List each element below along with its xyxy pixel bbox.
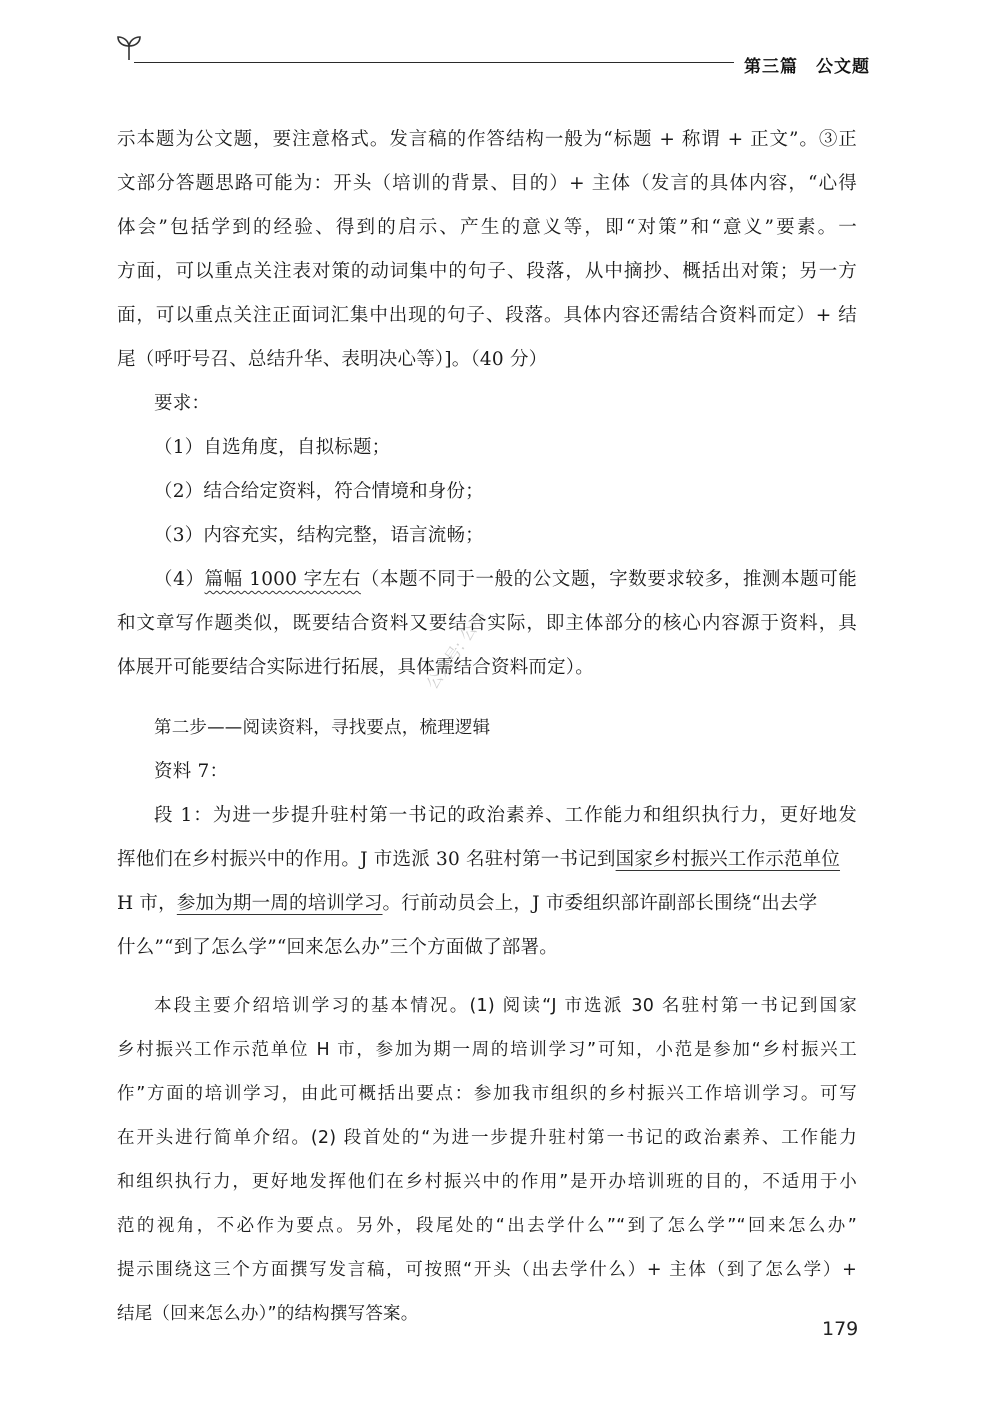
requirement-1: （1）自选角度，自拟标题； [154, 437, 391, 458]
text-line: 范的视角，不必作为要点。另外，段尾处的“出去学什么”“到了怎么学”“回来怎么办” [117, 1216, 857, 1236]
text-line: 尾（呼吁号召、总结升华、表明决心等）]。（40 分） [117, 349, 548, 370]
page-header [112, 30, 870, 80]
subsection-name: 公文题 [816, 57, 870, 77]
material-segment-1 [117, 794, 857, 970]
text-line: 体会”包括学到的经验、得到的启示、产生的意义等，即“对策”和“意义”要素。一 [117, 217, 857, 238]
sprout-logo-icon [112, 30, 146, 64]
material-label: 资料 7： [154, 761, 229, 782]
req4-rest: （本题不同于一般的公文题，字数要求较多，推测本题可能 [360, 569, 858, 590]
requirement-2: （2）结合给定资料，符合情境和身份； [154, 481, 484, 502]
seg1-text: 挥他们在乡村振兴中的作用。J 市选派 30 名驻村第一书记到 [117, 849, 616, 870]
text-line: 提示围绕这三个方面撰写发言稿，可按照“开头（出去学什么）+ 主体（到了怎么学）+ [117, 1260, 857, 1280]
requirement-3: （3）内容充实，结构完整，语言流畅； [154, 525, 484, 546]
text-line [117, 882, 857, 926]
step-two-heading: 第二步——阅读资料，寻找要点，梳理逻辑 [154, 718, 491, 738]
analysis-paragraph [117, 984, 857, 1336]
underlined-phrase: 国家乡村振兴工作示范单位 [615, 849, 841, 870]
text-line: 本段主要介绍培训学习的基本情况。(1) 阅读“J 市选派 30 名驻村第一书记到国家 [154, 996, 857, 1016]
text-line: 结尾（回来怎么办）”的结构撰写答案。 [117, 1304, 419, 1324]
text-line: 作”方面的培训学习，由此可概括出要点：参加我市组织的乡村振兴工作培训学习。可写 [117, 1084, 857, 1104]
watermark: 公众号: 公小 [422, 607, 490, 693]
text-line: 文部分答题思路可能为：开头（培训的背景、目的）+ 主体（发言的具体内容，“心得 [117, 173, 857, 194]
page-body [117, 118, 857, 1336]
header-rule [134, 62, 734, 63]
text-line [117, 838, 857, 882]
requirements-label: 要求： [154, 393, 211, 414]
text-line: 和组织执行力，更好地发挥他们在乡村振兴中的作用”是开办培训班的目的，不适用于小 [117, 1172, 857, 1192]
intro-paragraph [117, 118, 857, 382]
word-count-emphasis: 篇幅 1000 字左右 [204, 569, 361, 590]
req4-prefix: （4） [154, 569, 205, 590]
page-number: 179 [822, 1318, 859, 1340]
section-name: 第三篇 [744, 57, 798, 77]
underlined-phrase: 参加为期一周的培训学习 [176, 893, 383, 914]
seg1-text: H 市， [117, 893, 177, 914]
text-line: 体展开可能要结合实际进行拓展，具体需结合资料而定）。 [117, 657, 594, 678]
text-line: 面，可以重点关注正面词汇集中出现的句子、段落。具体内容还需结合资料而定）+ 结 [117, 305, 857, 326]
text-line [117, 558, 857, 602]
text-line: 段 1：为进一步提升驻村第一书记的政治素养、工作能力和组织执行力，更好地发 [154, 805, 857, 826]
text-line: 乡村振兴工作示范单位 H 市，参加为期一周的培训学习”可知，小范是参加“乡村振兴工 [117, 1040, 857, 1060]
text-line: 什么”“到了怎么学”“回来怎么办”三个方面做了部署。 [117, 937, 558, 958]
text-line: 和文章写作题类似，既要结合资料又要结合实际，即主体部分的核心内容源于资料，具 [117, 613, 857, 634]
text-line: 在开头进行简单介绍。(2) 段首处的“为进一步提升驻村第一书记的政治素养、工作能力 [117, 1128, 857, 1148]
section-title [744, 52, 870, 77]
text-line: 示本题为公文题，要注意格式。发言稿的作答结构一般为“标题 + 称谓 + 正文”。③正 [117, 129, 857, 150]
text-line: 方面，可以重点关注表对策的动词集中的句子、段落，从中摘抄、概括出对策；另一方 [117, 261, 857, 282]
seg1-text: 。行前动员会上，J 市委组织部许副部长围绕“出去学 [382, 893, 818, 914]
